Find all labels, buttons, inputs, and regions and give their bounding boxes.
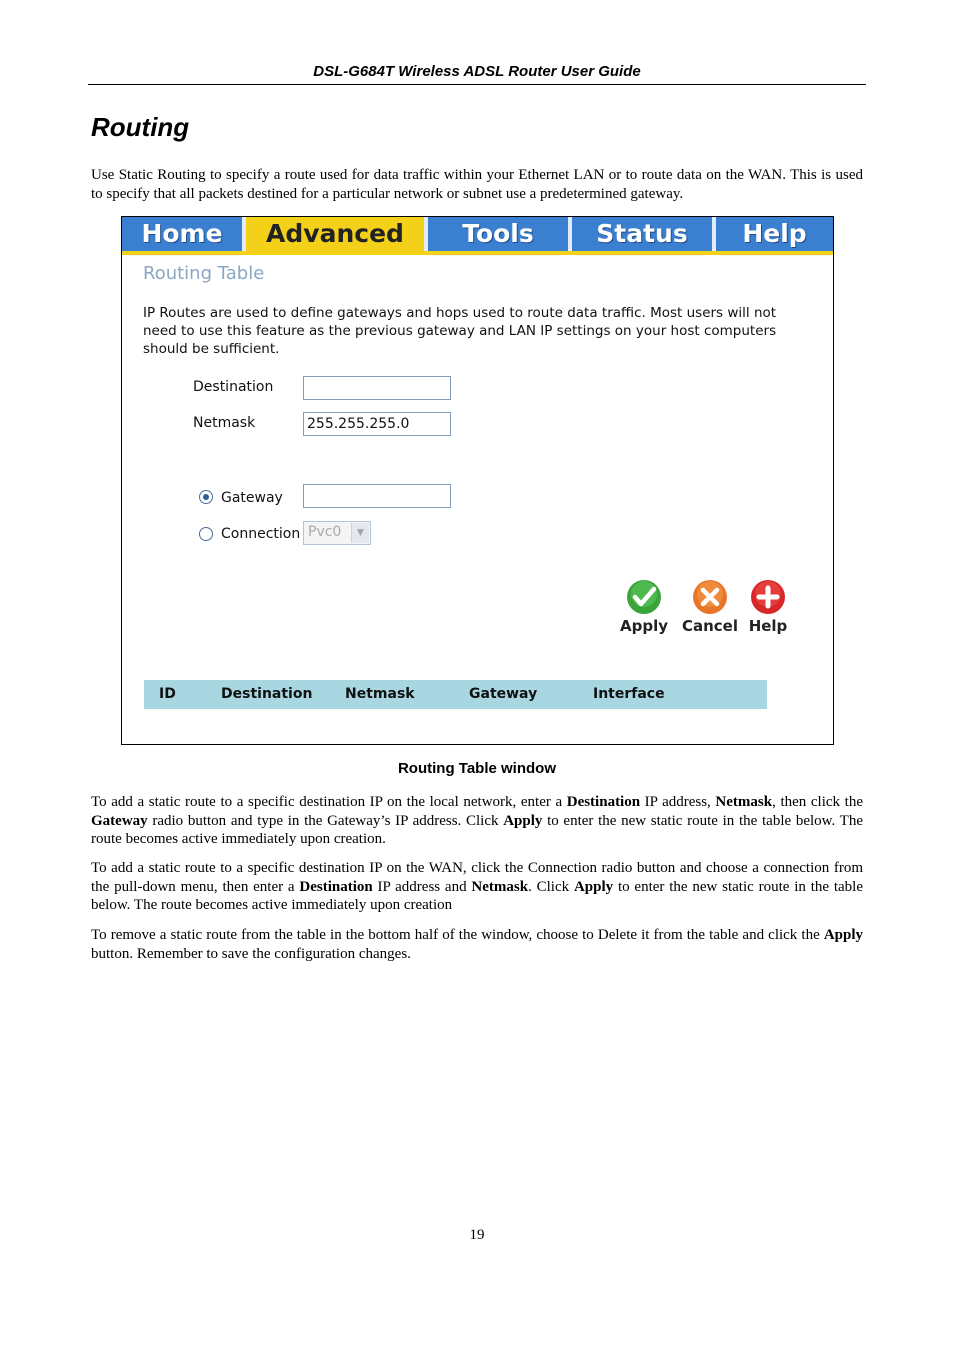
tab-tools[interactable]: Tools bbox=[462, 219, 534, 248]
apply-label: Apply bbox=[619, 617, 668, 635]
tab-status[interactable]: Status bbox=[596, 219, 688, 248]
connection-select[interactable] bbox=[303, 521, 371, 545]
nav-tab-bar bbox=[122, 217, 833, 251]
body-paragraph-2: To add a static route to a specific destination IP on the WAN, click the Connection radio button and choose a connection from the pull-down menu, then enter a Destination IP address and Netmask. Click Apply to enter the new static route in the table below. The route becomes active immediately upon creation bbox=[91, 860, 863, 913]
tab-advanced[interactable]: Advanced bbox=[246, 217, 424, 251]
page-number: 19 bbox=[469, 1227, 485, 1243]
gateway-radio[interactable] bbox=[199, 490, 213, 504]
destination-label: Destination bbox=[193, 379, 274, 395]
help-button[interactable] bbox=[746, 579, 790, 635]
tab-home[interactable]: Home bbox=[141, 219, 223, 248]
cancel-button[interactable] bbox=[680, 579, 740, 635]
column-header-interface: Interface bbox=[593, 686, 665, 702]
tab-underline bbox=[122, 251, 833, 255]
destination-input[interactable] bbox=[303, 376, 451, 400]
help-plus-icon bbox=[750, 579, 786, 615]
checkmark-icon bbox=[626, 579, 662, 615]
help-label: Help bbox=[748, 617, 788, 635]
netmask-input[interactable] bbox=[303, 412, 451, 436]
connection-select-value: Pvc0 bbox=[308, 524, 342, 540]
column-header-destination: Destination bbox=[221, 686, 313, 702]
connection-radio[interactable] bbox=[199, 527, 213, 541]
gateway-input[interactable] bbox=[303, 484, 451, 508]
figure-caption: Routing Table window bbox=[397, 760, 557, 777]
gateway-label: Gateway bbox=[221, 490, 283, 506]
panel-description: IP Routes are used to define gateways and hops used to route data traffic. Most users will not need to use this feature as the previous gateway and LAN IP settings on your host computers should be sufficient. bbox=[143, 305, 777, 357]
column-header-id: ID bbox=[159, 686, 176, 702]
panel-title: Routing Table bbox=[143, 263, 265, 284]
intro-paragraph: Use Static Routing to specify a route used for data traffic within your Ethernet LAN or to route data on the WAN. This is used to specify that all packets destined for a particular network or subnet use a predetermined gateway. bbox=[91, 167, 863, 202]
routing-table-header bbox=[144, 680, 767, 709]
column-header-netmask: Netmask bbox=[345, 686, 415, 702]
body-paragraph-3: To remove a static route from the table in the bottom half of the window, choose to Delete it from the table and click the Apply button. Remember to save the configuration changes. bbox=[91, 927, 863, 962]
header-divider bbox=[88, 84, 866, 85]
chevron-down-icon: ▼ bbox=[351, 523, 369, 543]
tab-help[interactable]: Help bbox=[742, 219, 807, 248]
cancel-label: Cancel bbox=[681, 617, 738, 635]
section-heading: Routing bbox=[91, 112, 190, 142]
document-header-title: DSL-G684T Wireless ADSL Router User Guide bbox=[313, 63, 641, 80]
netmask-label: Netmask bbox=[193, 415, 256, 431]
routing-table-screenshot bbox=[121, 216, 834, 745]
body-paragraph-1: To add a static route to a specific destination IP on the local network, enter a Destination IP address, Netmask, then click the Gateway radio button and type in the Gateway’s IP address. Click Apply to enter the new static route in the table below. The route becomes active immediately upon creation. bbox=[91, 794, 863, 847]
connection-label: Connection bbox=[221, 526, 301, 542]
apply-button[interactable] bbox=[619, 579, 669, 635]
column-header-gateway: Gateway bbox=[469, 686, 538, 702]
cancel-x-icon bbox=[692, 579, 728, 615]
